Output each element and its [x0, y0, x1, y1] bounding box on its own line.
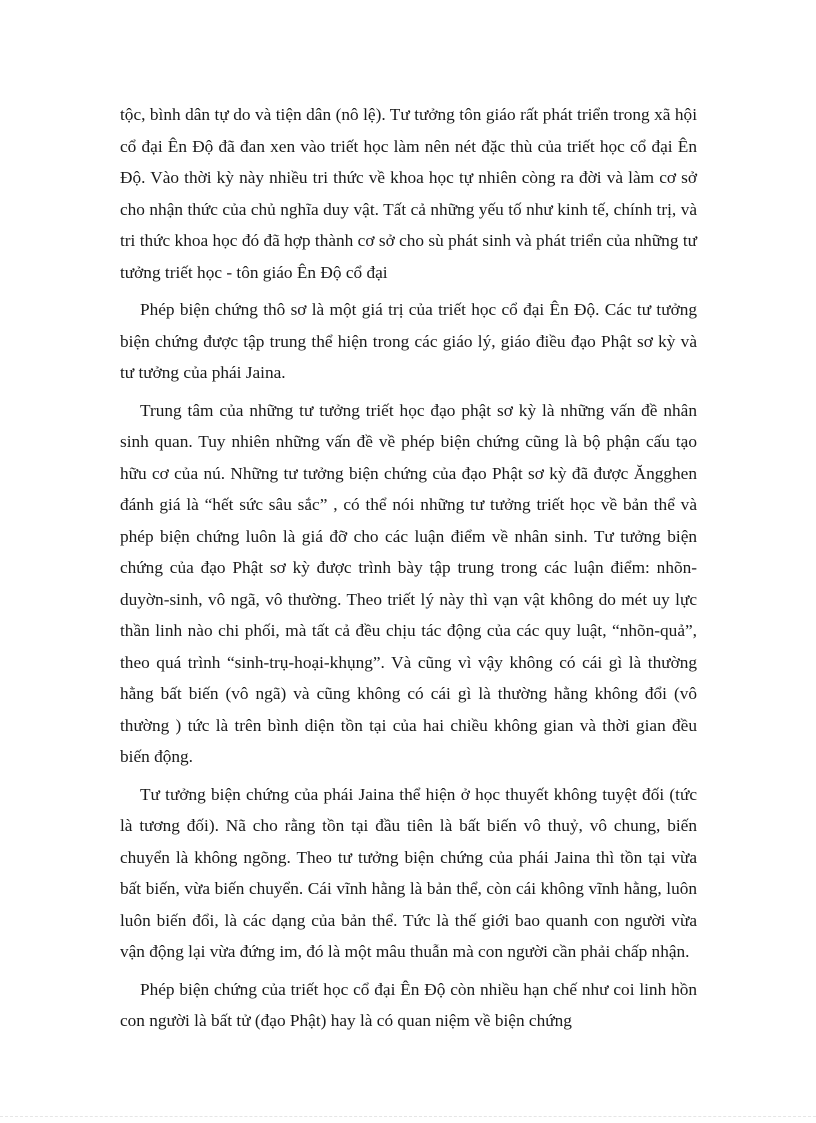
page-bottom-divider: [0, 1116, 816, 1117]
paragraph-1: tộc, bình dân tự do và tiện dân (nô lệ). Tư tưởng tôn giáo rất phát triển trong xã hội cổ đại Ên Độ đã đan xen vào triết học làm nên nét đặc thù của triết học cổ đại Ên Độ. Vào thời kỳ này nhiều tri thức về khoa học tự nhiên còng ra đời và làm cơ sở cho nhận thức của chủ nghĩa duy vật. Tất cả những yếu tố như kinh tế, chính trị, và tri thức khoa học đó đã hợp thành cơ sở cho sù phát sinh và phát triển của những tư tưởng triết học - tôn giáo Ên Độ cổ đại: [120, 105, 697, 282]
paragraph-2: Phép biện chứng thô sơ là một giá trị của triết học cổ đại Ên Độ. Các tư tưởng biện chứng được tập trung thể hiện trong các giáo lý, giáo điều đạo Phật sơ kỳ và tư tưởng của phái Jaina.: [120, 300, 697, 382]
paragraph-5: Phép biện chứng của triết học cổ đại Ên Độ còn nhiều hạn chế như coi linh hồn con người là bất tử (đạo Phật) hay là có quan niệm về biện chứng: [120, 979, 697, 1030]
paragraph-4: Tư tưởng biện chứng của phái Jaina thể hiện ở học thuyết không tuyệt đối (tức là tương đối). Nã cho rằng tồn tại đầu tiên là bất biến vô thuỷ, vô chung, biến chuyển là không ngõng. Theo tư tưởng biện chứng của phái Jaina thì tồn tại vừa bất biến, vừa biến chuyển. Cái vĩnh hằng là bản thể, còn cái không vĩnh hằng, luôn luôn biến đổi, là các dạng của bản thể. Tức là thế giới bao quanh con người vừa vận động lại vừa đứng im, đó là một mâu thuẫn mà con người cần phải chấp nhận.: [120, 784, 697, 961]
paragraph-3: Trung tâm của những tư tưởng triết học đạo phật sơ kỳ là những vấn đề nhân sinh quan. Tuy nhiên những vấn đề về phép biện chứng cũng là bộ phận cấu tạo hữu cơ của nú. Những tư tưởng biện chứng của đạo Phật sơ kỳ đã được Ăngghen đánh giá là “hết sức sâu sắc” , có thể nói những tư tưởng triết học về bản thể và phép biện chứng luôn là giá đỡ cho các luận điểm về nhân sinh. Tư tưởng biện chứng của đạo Phật sơ kỳ được trình bày tập trung trong các luận điểm: nhõn-duyờn-sinh, vô ngã, vô thường. Theo triết lý này thì vạn vật không do mét uy lực thần linh nào chi phối, mà tất cả đều chịu tác động của các quy luật, “nhõn-quả”, theo quá trình “sinh-trụ-hoại-khụng”. Và cũng vì vậy không có cái gì là thường hằng bất biến (vô ngã) và cũng không có cái gì là thường hằng không đổi (vô thường ) tức là trên bình diện tồn tại của hai chiều không gian và thời gian đều biến động.: [120, 400, 697, 766]
body-text: [120, 99, 697, 1037]
